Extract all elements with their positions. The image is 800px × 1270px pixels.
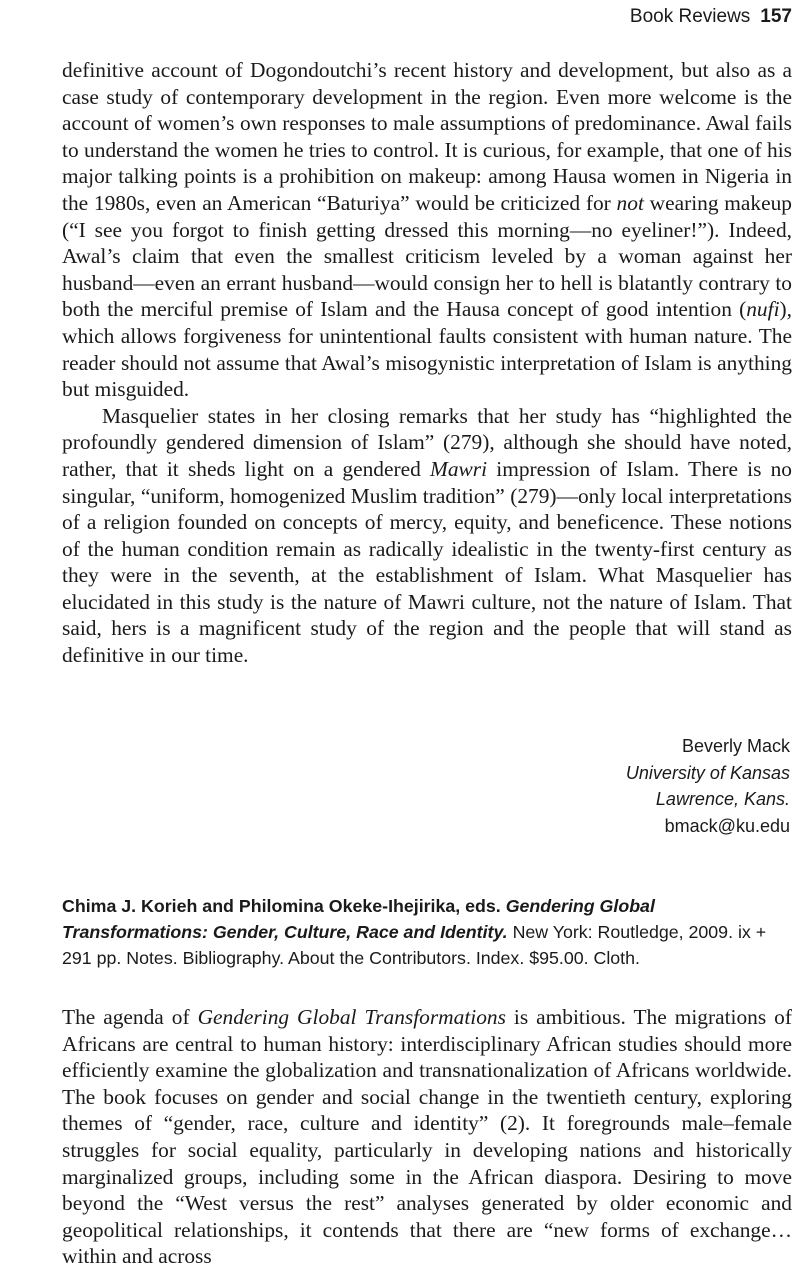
- book-citation: [62, 893, 792, 971]
- review-paragraph: The agenda of Gendering Global Transformations is ambitious. The migrations of Africans are central to human history: interdisciplinary African studies should more efficiently examine the globalization and transnationalization of Africans worldwide. The book focuses on gender and social change in the twentieth century, exploring themes of “gender, race, culture and identity” (2). It foregrounds male–female struggles for social equality, particularly in developing nations and historically marginalized groups, including some in the African diaspora. Desiring to move beyond the “West versus the rest” analyses generated by older economic and geopolitical relationships, it contends that there are “new forms of exchange… within and across: [62, 1005, 792, 1269]
- reviewer-city: Lawrence, Kans.: [655, 789, 790, 809]
- review-body-continued: [62, 57, 792, 669]
- reviewer-name: Beverly Mack: [681, 736, 790, 756]
- citation-details: New York: Routledge, 2009. ix + 291 pp. Notes. Bibliography. About the Contributors. Index. $95.00. Cloth.: [62, 922, 767, 968]
- book-title-inline: Gendering Global Transformations: [197, 1005, 506, 1029]
- review-body: [62, 1004, 792, 1270]
- citation-title: Gendering Global Transformations: Gender, Culture, Race and Identity.: [62, 896, 655, 942]
- page-number: 157: [760, 6, 792, 27]
- reviewer-signature: [626, 733, 790, 839]
- citation-authors: Chima J. Korieh and Philomina Okeke-Ihejirika, eds.: [62, 896, 501, 916]
- review-paragraph: Masquelier states in her closing remarks that her study has “highlighted the profoundly gendered dimension of Islam” (279), although she should have noted, rather, that it sheds light on a gendered Mawri impression of Islam. There is no singular, “uniform, homogenized Muslim tradition” (279)—only local interpretations of a religion founded on concepts of mercy, equity, and beneficence. These notions of the human condition remain as radically idealistic in the twenty-first century as they were in the seventh, at the establishment of Islam. What Masquelier has elucidated in this study is the nature of Mawri culture, not the nature of Islam. That said, hers is a magnificent study of the region and the people that will stand as definitive in our time.: [62, 403, 793, 668]
- emphasis-not: not: [616, 190, 644, 215]
- reviewer-email: bmack@ku.edu: [664, 815, 790, 836]
- reviewer-institution: University of Kansas: [625, 762, 790, 783]
- term-mawri: Mawri: [430, 456, 488, 481]
- running-header: [630, 6, 792, 28]
- term-nufi: nufi: [746, 297, 780, 322]
- review-paragraph: definitive account of Dogondoutchi’s recent history and development, but also as a case study of contemporary development in the region. Even more welcome is the account of women’s own responses to male assumptions of predominance. Awal fails to understand the women he tries to control. It is curious, for example, that one of his major talking points is a prohibition on makeup: among Hausa women in Nigeria in the 1980s, even an American “Baturiya” would be criticized for not wearing makeup (“I see you forgot to finish getting dressed this morning—no eyeliner!”). Indeed, Awal’s claim that even the smallest criticism leveled by a woman against her husband—even an errant husband—would consign her to hell is blatantly contrary to both the merciful premise of Islam and the Hausa concept of good intention (nufi), which allows forgiveness for unintentional faults consistent with human nature. The reader should not assume that Awal’s misogynistic interpretation of Islam is anything but misguided.: [62, 58, 792, 402]
- running-header-section: Book Reviews: [629, 6, 751, 27]
